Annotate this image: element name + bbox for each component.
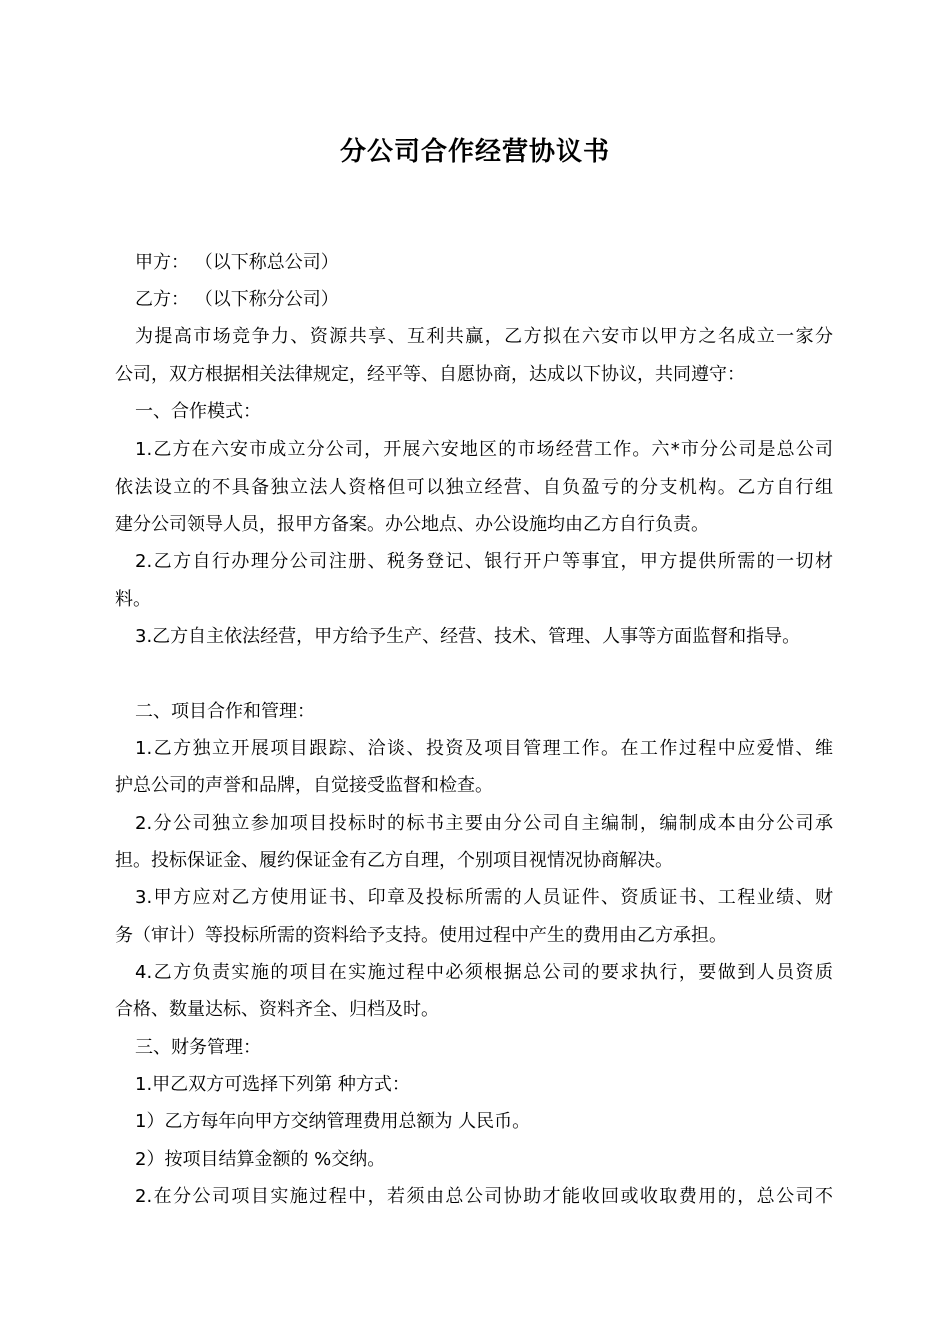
clause-line: 依法设立的不具备独立法人资格但可以独立经营、自负盈亏的分支机构。乙方自行组 [115,477,833,498]
clause-line: 2.乙方自行办理分公司注册、税务登记、银行开户等事宜，甲方提供所需的一切材 [135,551,833,572]
section-heading-financial-management: 三、财务管理： [135,1037,261,1058]
intro-paragraph-line: 为提高市场竞争力、资源共享、互利共赢，乙方拟在六安市以甲方之名成立一家分 [135,326,833,347]
clause-line: 3.甲方应对乙方使用证书、印章及投标所需的人员证件、资质证书、工程业绩、财 [135,887,833,908]
clause-line: 1.乙方独立开展项目跟踪、洽谈、投资及项目管理工作。在工作过程中应爱惜、维 [135,738,833,759]
clause-line: 1.乙方在六安市成立分公司，开展六安地区的市场经营工作。六*市分公司是总公司 [135,439,833,460]
clause-line: 护总公司的声誉和品牌，自觉接受监督和检查。 [115,775,493,796]
clause-option-line: 1）乙方每年向甲方交纳管理费用总额为 人民币。 [135,1111,531,1132]
party-b-line: 乙方： （以下称分公司） [135,289,339,310]
clause-line: 2.分公司独立参加项目投标时的标书主要由分公司自主编制，编制成本由分公司承 [135,813,833,834]
clause-line: 2.在分公司项目实施过程中，若须由总公司协助才能收回或收取费用的，总公司不 [135,1186,833,1207]
intro-paragraph-line: 公司，双方根据相关法律规定，经平等、自愿协商，达成以下协议，共同遵守： [115,364,745,385]
clause-line: 务（审计）等投标所需的资料给予支持。使用过程中产生的费用由乙方承担。 [115,925,727,946]
clause-line: 4.乙方负责实施的项目在实施过程中必须根据总公司的要求执行，要做到人员资质 [135,962,833,983]
section-heading-project-management: 二、项目合作和管理： [135,701,315,722]
clause-line: 3.乙方自主依法经营，甲方给予生产、经营、技术、管理、人事等方面监督和指导。 [135,626,801,647]
clause-line: 1.甲乙双方可选择下列第 种方式： [135,1074,410,1095]
clause-option-line: 2）按项目结算金额的 %交纳。 [135,1149,386,1170]
section-heading-cooperation-mode: 一、合作模式： [135,401,261,422]
clause-line: 建分公司领导人员，报甲方备案。办公地点、办公设施均由乙方自行负责。 [115,514,709,535]
clause-line: 担。投标保证金、履约保证金有乙方自理，个别项目视情况协商解决。 [115,850,673,871]
clause-line: 合格、数量达标、资料齐全、归档及时。 [115,999,439,1020]
clause-line: 料。 [115,589,151,610]
document-title: 分公司合作经营协议书 [339,137,610,167]
party-a-line: 甲方： （以下称总公司） [135,252,339,273]
